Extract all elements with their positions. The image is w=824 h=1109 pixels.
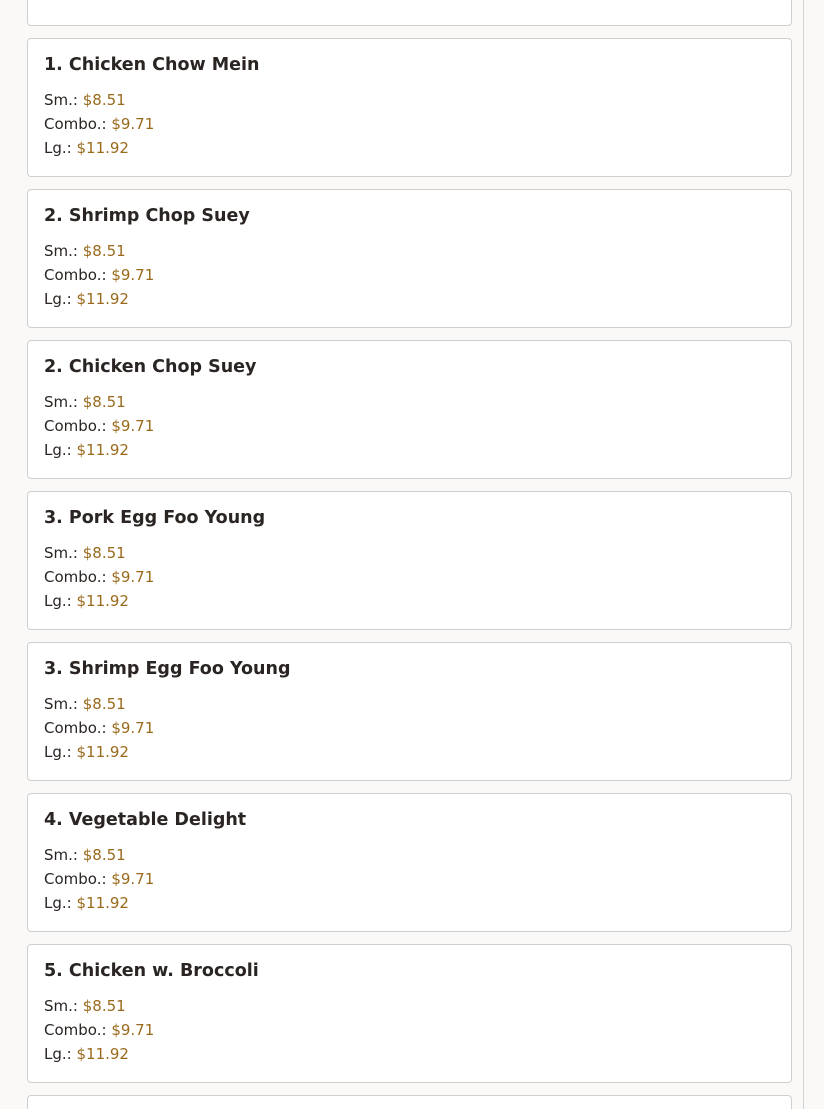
price-small-label: Sm.: <box>44 242 78 260</box>
price-small-label: Sm.: <box>44 997 78 1015</box>
price-combo-value: $9.71 <box>111 417 155 435</box>
menu-item-title: 1. Chicken Chow Mein <box>44 55 260 75</box>
price-large-label: Lg.: <box>44 894 72 912</box>
menu-item-title: 5. Chicken w. Broccoli <box>44 961 259 981</box>
menu-item-title: 2. Shrimp Chop Suey <box>44 206 250 226</box>
price-combo <box>44 867 775 891</box>
price-small-value: $8.51 <box>82 242 126 260</box>
price-large-value: $11.92 <box>76 894 129 912</box>
price-combo-label: Combo.: <box>44 568 107 586</box>
price-combo-value: $9.71 <box>111 266 155 284</box>
price-small <box>44 239 775 263</box>
price-combo <box>44 716 775 740</box>
price-large <box>44 891 775 915</box>
price-combo-label: Combo.: <box>44 1021 107 1039</box>
price-large <box>44 136 775 160</box>
price-combo-label: Combo.: <box>44 266 107 284</box>
price-large-value: $11.92 <box>76 743 129 761</box>
menu-item-card[interactable] <box>27 1095 792 1109</box>
price-large <box>44 740 775 764</box>
price-small-value: $8.51 <box>82 846 126 864</box>
price-large <box>44 438 775 462</box>
menu-item-card[interactable] <box>27 491 792 630</box>
menu-item-title: 2. Chicken Chop Suey <box>44 357 257 377</box>
price-small <box>44 541 775 565</box>
price-small-label: Sm.: <box>44 846 78 864</box>
price-combo <box>44 1018 775 1042</box>
price-large-value: $11.92 <box>76 592 129 610</box>
price-list <box>44 541 775 613</box>
price-small <box>44 88 775 112</box>
price-large <box>44 589 775 613</box>
menu-item-title: 4. Vegetable Delight <box>44 810 247 830</box>
price-combo-value: $9.71 <box>111 1021 155 1039</box>
price-small <box>44 843 775 867</box>
menu-item-title: 3. Shrimp Egg Foo Young <box>44 659 291 679</box>
price-combo-label: Combo.: <box>44 115 107 133</box>
price-small-value: $8.51 <box>82 695 126 713</box>
menu-item-card[interactable] <box>27 944 792 1083</box>
price-combo-label: Combo.: <box>44 417 107 435</box>
price-large-label: Lg.: <box>44 139 72 157</box>
price-large-label: Lg.: <box>44 441 72 459</box>
price-combo <box>44 414 775 438</box>
menu-item-card[interactable] <box>27 340 792 479</box>
price-combo-value: $9.71 <box>111 568 155 586</box>
price-large-label: Lg.: <box>44 290 72 308</box>
price-list <box>44 239 775 311</box>
price-large-value: $11.92 <box>76 1045 129 1063</box>
price-large-value: $11.92 <box>76 139 129 157</box>
price-list <box>44 390 775 462</box>
price-list <box>44 692 775 764</box>
price-large-label: Lg.: <box>44 592 72 610</box>
price-small-value: $8.51 <box>82 997 126 1015</box>
price-combo-label: Combo.: <box>44 719 107 737</box>
price-small-label: Sm.: <box>44 393 78 411</box>
price-small-label: Sm.: <box>44 91 78 109</box>
menu-item-list <box>27 0 792 1109</box>
price-small-value: $8.51 <box>82 91 126 109</box>
price-combo-value: $9.71 <box>111 719 155 737</box>
price-combo-label: Combo.: <box>44 870 107 888</box>
price-combo-value: $9.71 <box>111 870 155 888</box>
menu-item-card[interactable] <box>27 0 792 26</box>
price-combo-value: $9.71 <box>111 115 155 133</box>
price-large-label: Lg.: <box>44 743 72 761</box>
price-large-value: $11.92 <box>76 441 129 459</box>
price-combo <box>44 112 775 136</box>
price-small-label: Sm.: <box>44 695 78 713</box>
price-large <box>44 287 775 311</box>
price-small <box>44 390 775 414</box>
menu-item-card[interactable] <box>27 642 792 781</box>
price-small-label: Sm.: <box>44 544 78 562</box>
price-list <box>44 88 775 160</box>
menu-item-card[interactable] <box>27 189 792 328</box>
price-small-value: $8.51 <box>82 544 126 562</box>
price-large-label: Lg.: <box>44 1045 72 1063</box>
price-small-value: $8.51 <box>82 393 126 411</box>
price-list <box>44 843 775 915</box>
menu-item-title: 3. Pork Egg Foo Young <box>44 508 266 528</box>
menu-item-card[interactable] <box>27 38 792 177</box>
price-combo <box>44 565 775 589</box>
price-combo <box>44 263 775 287</box>
price-large-value: $11.92 <box>76 290 129 308</box>
price-large <box>44 1042 775 1066</box>
price-small <box>44 692 775 716</box>
price-small <box>44 994 775 1018</box>
menu-item-card[interactable] <box>27 793 792 932</box>
price-list <box>44 994 775 1066</box>
